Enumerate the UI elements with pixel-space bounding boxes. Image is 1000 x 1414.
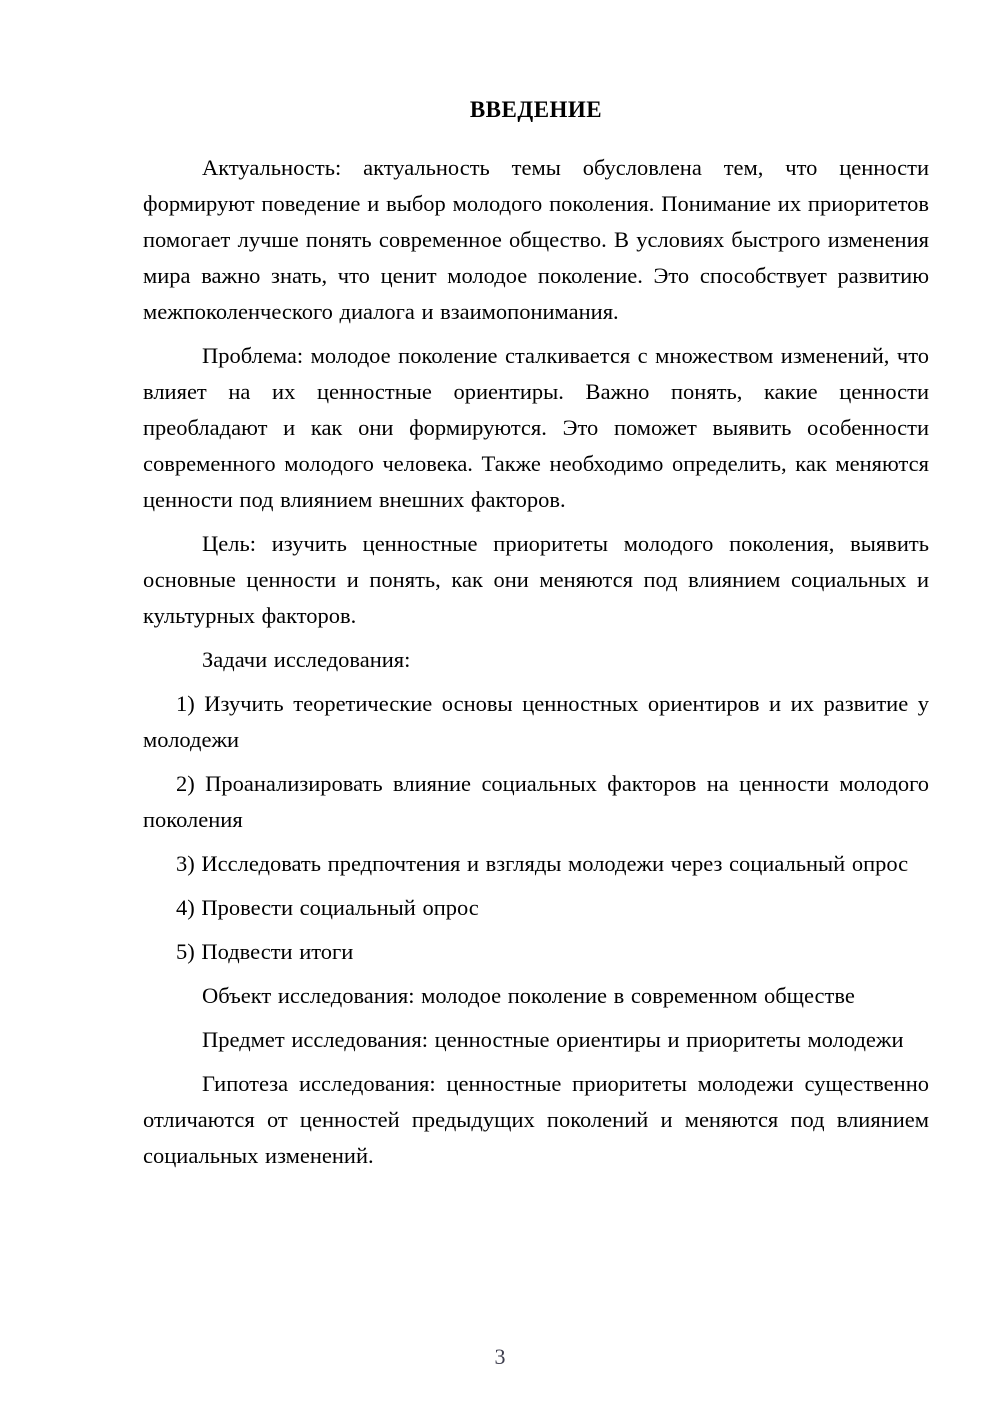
- paragraph-hypothesis: Гипотеза исследования: ценностные приоритеты молодежи существенно отличаются от ценностей предыдущих поколений и меняются под влиянием социальных изменений.: [143, 1071, 929, 1168]
- paragraph-object: Объект исследования: молодое поколение в современном обществе: [202, 983, 855, 1008]
- tasks-heading: Задачи исследования:: [202, 647, 411, 672]
- task-list-item-4: 4) Провести социальный опрос: [176, 895, 479, 920]
- document-title: ВВЕДЕНИЕ: [469, 97, 603, 122]
- page-number: 3: [494, 1344, 506, 1369]
- paragraph-subject: Предмет исследования: ценностные ориентиры и приоритеты молодежи: [202, 1027, 904, 1052]
- paragraph-goal: Цель: изучить ценностные приоритеты молодого поколения, выявить основные ценности и понять, как они меняются под влиянием социальных и культурных факторов.: [143, 531, 929, 628]
- paragraph-relevance: Актуальность: актуальность темы обусловлена тем, что ценности формируют поведение и выбор молодого поколения. Понимание их приоритетов помогает лучше понять современное общество. В условиях быстрого изменения мира важно знать, что ценит молодое поколение. Это способствует развитию межпоколенческого диалога и взаимопонимания.: [143, 155, 929, 324]
- task-list-item-2: 2) Проанализировать влияние социальных факторов на ценности молодого поколения: [143, 771, 929, 832]
- paragraph-problem: Проблема: молодое поколение сталкивается с множеством изменений, что влияет на их ценностные ориентиры. Важно понять, какие ценности преобладают и как они формируются. Это поможет выявить особенности современного молодого человека. Также необходимо определить, как меняются ценности под влиянием внешних факторов.: [143, 343, 929, 512]
- task-list-item-5: 5) Подвести итоги: [176, 939, 354, 964]
- task-list-item-3: 3) Исследовать предпочтения и взгляды молодежи через социальный опрос: [176, 851, 909, 876]
- task-list-item-1: 1) Изучить теоретические основы ценностных ориентиров и их развитие у молодежи: [143, 691, 929, 752]
